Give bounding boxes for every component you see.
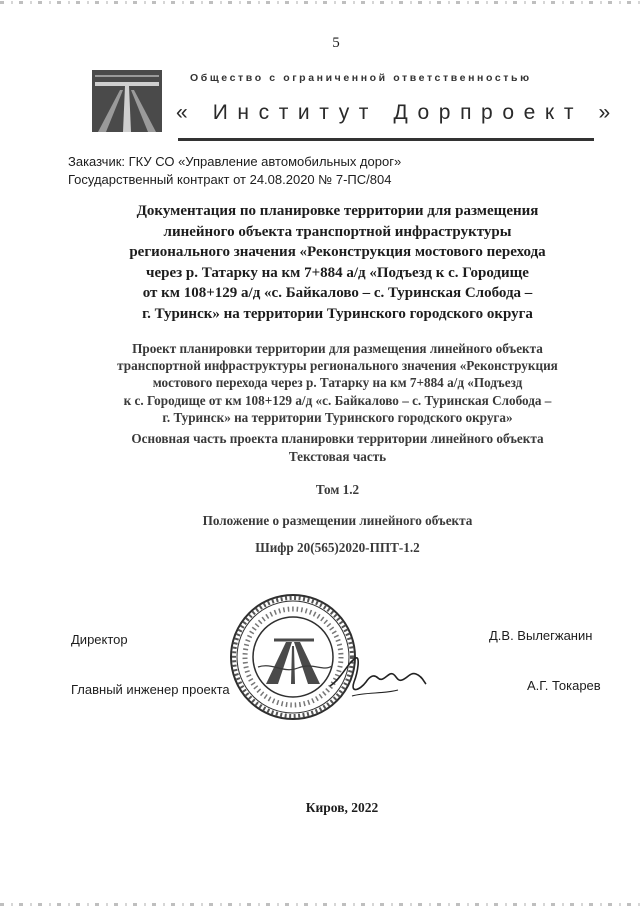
title-line: линейного объекта транспортной инфраструктуры [163, 223, 512, 240]
organization-name: « Институт Дорпроект » [176, 101, 620, 124]
document-cipher: Шифр 20(565)2020-ППТ-1.2 [255, 540, 420, 555]
scan-noise-bottom [0, 903, 640, 906]
title-line: от км 108+129 а/д «с. Байкалово – с. Туринская Слобода – [142, 285, 533, 301]
page-number: 5 [332, 35, 340, 51]
company-logo [92, 70, 162, 132]
subtitle-line: к с. Городище от км 108+129 а/д «с. Байкалово – с. Туринская Слобода – [123, 392, 552, 408]
customer-line: Заказчик: ГКУ СО «Управление автомобильных дорог» [68, 154, 402, 169]
project-subtitle [70, 340, 605, 426]
subtitle-line: Проект планировки территории для размещения линейного объекта [132, 341, 543, 356]
title-line: г. Туринск» на территории Туринского городского округа [142, 305, 533, 322]
subtitle-line: г. Туринск» на территории Туринского городского округа» [162, 409, 513, 425]
subtitle-line: транспортной инфраструктуры регионального значения «Реконструкция [117, 358, 558, 374]
position-title: Положение о размещении линейного объекта [202, 513, 473, 528]
organization-form: Общество с ограниченной ответственностью [190, 72, 532, 84]
subtitle-line: мостового перехода через р. Татарку на км 7+884 а/д «Подъезд [152, 375, 523, 391]
chief-engineer-name: А.Г. Токарев [527, 678, 601, 693]
director-role: Директор [71, 632, 128, 647]
part-title [70, 430, 605, 465]
contract-line: Государственный контракт от 24.08.2020 № 7-ПС/804 [68, 172, 392, 187]
customer-info [68, 153, 401, 189]
document-title [70, 201, 605, 324]
engineer-signature [326, 648, 430, 704]
header-divider [178, 138, 594, 141]
volume-number: Том 1.2 [315, 482, 360, 497]
part-title-line: Текстовая часть [288, 448, 387, 464]
director-name: Д.В. Вылегжанин [489, 628, 593, 643]
part-title-line: Основная часть проекта планировки территории линейного объекта [131, 431, 544, 446]
scan-noise-top [0, 1, 640, 4]
title-line: Документация по планировке территории для размещения [136, 203, 539, 219]
title-line: регионального значения «Реконструкция мостового перехода [129, 244, 546, 260]
city-year: Киров, 2022 [305, 800, 379, 815]
title-line: через р. Татарку на км 7+884 а/д «Подъезд к с. Городище [146, 264, 529, 281]
chief-engineer-role: Главный инженер проекта [71, 682, 230, 697]
